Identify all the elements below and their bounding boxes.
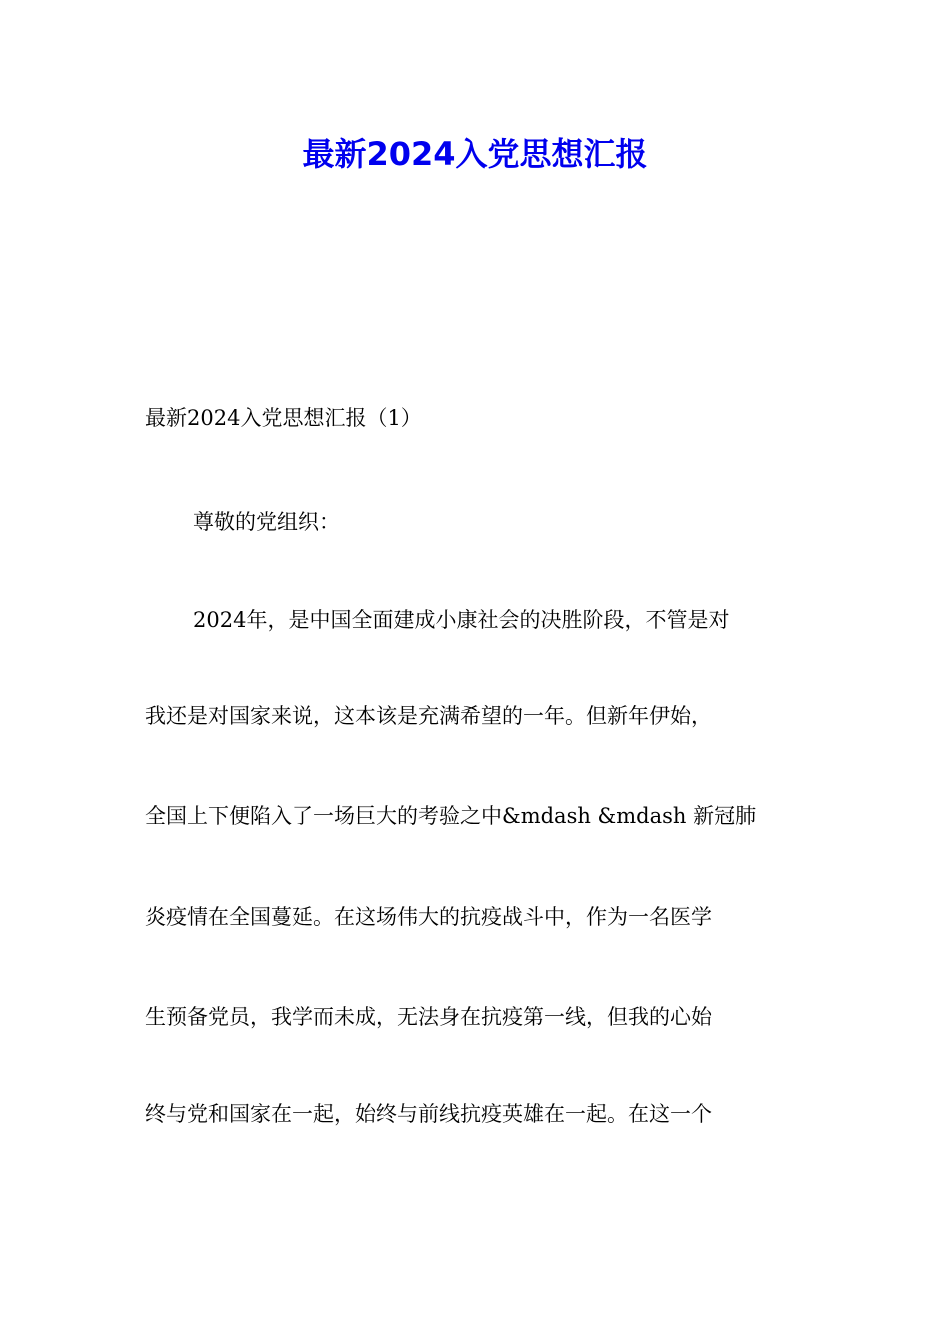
- document-title: 最新2024入党思想汇报: [302, 135, 648, 173]
- paragraph-line: 终与党和国家在一起，始终与前线抗疫英雄在一起。在这一个: [145, 1102, 712, 1126]
- paragraph-line: 2024年，是中国全面建成小康社会的决胜阶段，不管是对: [193, 608, 730, 632]
- section-heading: 最新2024入党思想汇报（1）: [145, 406, 422, 430]
- paragraph-line: 炎疫情在全国蔓延。在这场伟大的抗疫战斗中，作为一名医学: [145, 905, 712, 929]
- salutation: 尊敬的党组织：: [193, 510, 340, 534]
- paragraph-line: 生预备党员，我学而未成，无法身在抗疫第一线，但我的心始: [145, 1005, 712, 1029]
- paragraph-line: 全国上下便陷入了一场巨大的考验之中&mdash &mdash 新冠肺: [145, 804, 757, 828]
- paragraph-line: 我还是对国家来说，这本该是充满希望的一年。但新年伊始，: [145, 704, 712, 728]
